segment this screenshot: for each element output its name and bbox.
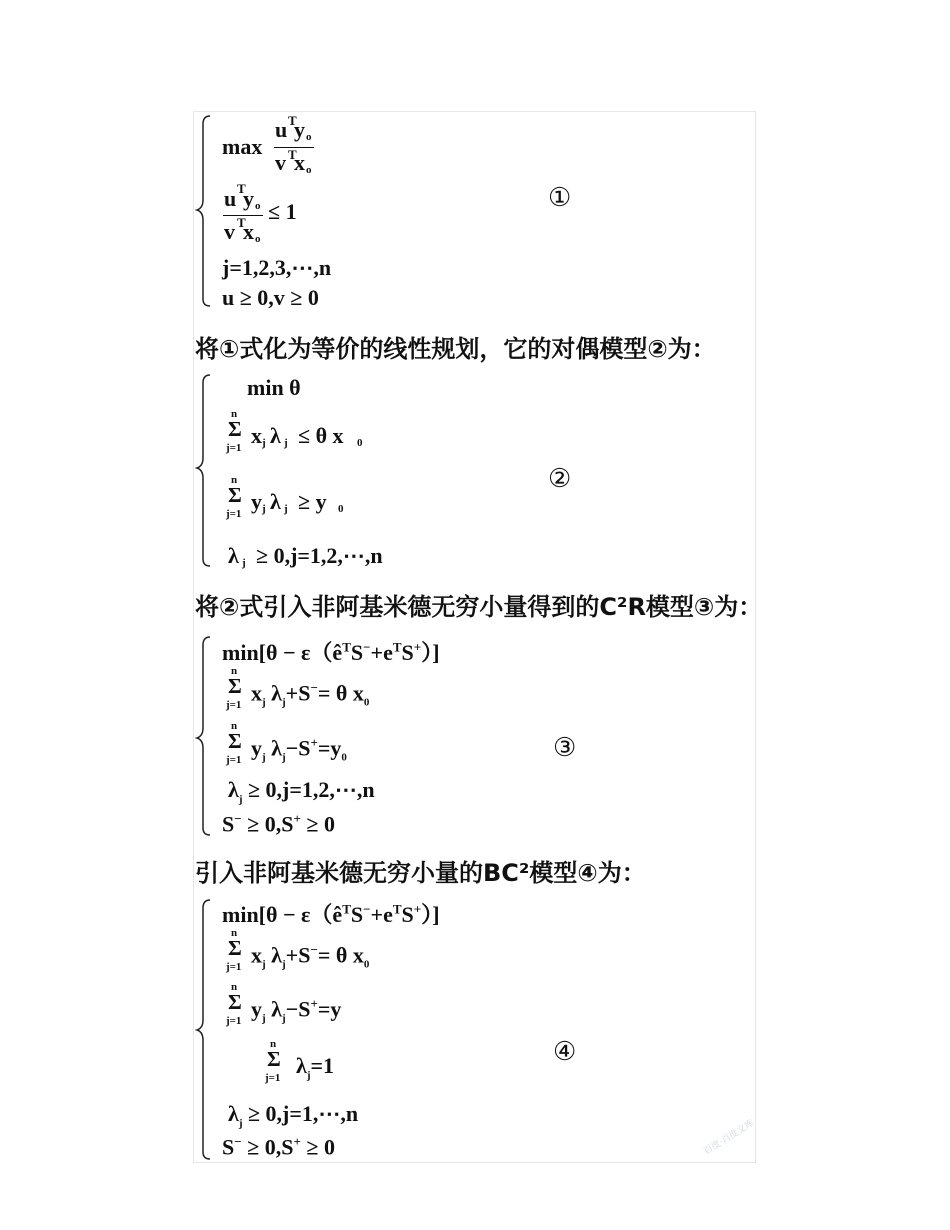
sum-icon: Σ: [228, 417, 242, 441]
brace-model4: [197, 900, 210, 1159]
obj-numerator: u: [275, 117, 288, 142]
equation-marker-3: ③: [553, 733, 577, 762]
paragraph-2: 将②式引入非阿基米德无穷小量得到的C²R模型③为：: [195, 593, 763, 621]
max-label: max: [222, 134, 263, 159]
equation-marker-2: ②: [548, 464, 572, 493]
sum-icon: Σ: [228, 729, 242, 753]
sum-icon: Σ: [228, 483, 242, 507]
sum-icon: Σ: [228, 990, 242, 1014]
convexity-constraint: $\lambda_j=1$: [296, 1053, 335, 1082]
objective: $\min[\theta - \varepsilon(ê^TS^-+e^TS^+)]$: [222, 639, 440, 665]
paragraph-3: 引入非阿基米德无穷小量的BC²模型④为：: [195, 859, 646, 887]
lambda-constraint: ≥ 0,j=1,2,⋯,n: [256, 543, 383, 568]
watermark: 百度·百度文库: [702, 1118, 756, 1158]
equation-marker-1: ①: [548, 183, 572, 212]
constraint-1: $x_j$ $\lambda_j+S^-= \theta$ $x_0$: [251, 942, 370, 971]
paragraph-1: 将①式化为等价的线性规划，它的对偶模型②为：: [195, 335, 716, 363]
constraint-2: $y_j$ $\lambda_j-S^+=y$: [251, 996, 342, 1025]
objective: min θ: [247, 375, 301, 400]
lambda-constraint: $\lambda_j$ ≥ 0,j=1,2,⋯,n: [228, 777, 375, 806]
slack-constraint: S− ≥ 0,S+ ≥ 0: [222, 811, 335, 837]
brace-model2: [197, 375, 210, 566]
brace-model1: [197, 116, 210, 306]
index-range: j=1,2,3,⋯,n: [222, 255, 332, 280]
sum-icon: Σ: [228, 936, 242, 960]
objective: $\min[\theta - \varepsilon(ê^TS^-+e^TS^+)]$: [222, 901, 440, 927]
sum-icon: Σ: [267, 1047, 281, 1071]
constraint-rhs: ≤ 1: [268, 199, 297, 224]
nonneg-constraint: u ≥ 0,v ≥ 0: [222, 285, 319, 310]
slack-constraint: S− ≥ 0,S+ ≥ 0: [222, 1134, 335, 1160]
constraint-1: $x_j$ $\lambda_j+S^-= \theta$ $x_0$: [251, 680, 370, 709]
lambda-constraint: $\lambda_j$ ≥ 0,j=1,⋯,n: [228, 1101, 359, 1130]
brace-model3: [197, 637, 210, 835]
sum-icon: Σ: [228, 674, 242, 698]
constraint-2: $y_j$ $\lambda_j-S^+=y_0$: [251, 735, 347, 764]
equation-marker-4: ④: [553, 1037, 577, 1066]
